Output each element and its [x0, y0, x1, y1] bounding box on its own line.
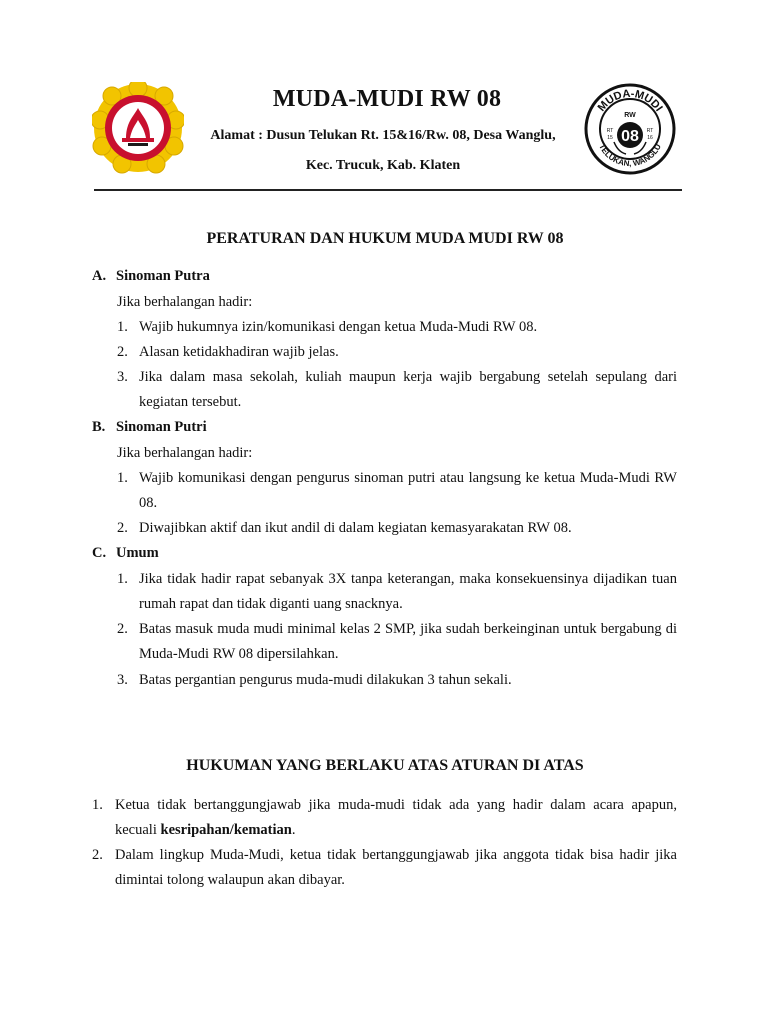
list-item: 1. Wajib komunikasi dengan pengurus sinoman putri atau langsung ke ketua Muda-Mudi RW 08. — [117, 470, 677, 511]
svg-text:15: 15 — [607, 135, 613, 141]
punishments-heading: HUKUMAN YANG BERLAKU ATAS ATURAN DI ATAS — [186, 757, 584, 774]
section-c-title: C. Umum — [92, 545, 159, 561]
list-item: 2. Dalam lingkup Muda-Mudi, ketua tidak bertanggungjawab jika anggota tidak bisa hadir jika dimintai tolong walaupun akan dibayar. — [92, 847, 677, 888]
svg-text:RT: RT — [646, 128, 654, 134]
list-item: 1. Jika tidak hadir rapat sebanyak 3X tanpa keterangan, maka konsekuensinya dijadikan tuan rumah rapat dan tidak diganti uang snacknya. — [117, 571, 677, 612]
muda-mudi-seal-icon — [584, 80, 676, 178]
org-title: MUDA-MUDI RW 08 — [272, 86, 502, 112]
list-item: 2. Alasan ketidakhadiran wajib jelas. — [117, 344, 339, 360]
section-b-intro: Jika berhalangan hadir: — [117, 445, 253, 461]
address-line-1: Alamat : Dusun Telukan Rt. 15&16/Rw. 08, Desa Wanglu, — [210, 128, 556, 143]
seal-text-top: MUDA-MUDI — [595, 87, 665, 114]
list-item: 2. Batas masuk muda mudi minimal kelas 2 SMP, jika sudah berkeinginan untuk bergabung di Muda-Mudi RW 08 dipersilahkan. — [117, 621, 677, 662]
seal-text-bottom: TELUKAN, WANGLU — [597, 142, 663, 169]
rules-heading: PERATURAN DAN HUKUM MUDA MUDI RW 08 — [206, 230, 564, 247]
seal-rw-label: RW — [624, 112, 636, 119]
letterhead — [92, 80, 682, 188]
list-item: 3. Batas pergantian pengurus muda-mudi dilakukan 3 tahun sekali. — [117, 672, 512, 688]
section-a-title: A. Sinoman Putra — [92, 268, 210, 284]
section-b-title: B. Sinoman Putri — [92, 419, 207, 435]
svg-text:16: 16 — [647, 135, 653, 141]
list-item: 1. Ketua tidak bertanggungjawab jika muda-mudi tidak ada yang hadir dalam acara apapun, kecuali kesripahan/kematian. — [92, 797, 677, 838]
address-line-2: Kec. Trucuk, Kab. Klaten — [305, 158, 461, 173]
list-item: 3. Jika dalam masa sekolah, kuliah maupun kerja wajib bergabung setelah sepulang dari kegiatan tersebut. — [117, 369, 677, 410]
header-divider — [94, 189, 682, 191]
section-a-intro: Jika berhalangan hadir: — [117, 294, 253, 310]
svg-text:RT: RT — [606, 128, 614, 134]
list-item: 1. Wajib hukumnya izin/komunikasi dengan ketua Muda-Mudi RW 08. — [117, 319, 538, 335]
seal-number: 08 — [621, 128, 639, 145]
list-item: 2. Diwajibkan aktif dan ikut andil di dalam kegiatan kemasyarakatan RW 08. — [117, 520, 572, 536]
